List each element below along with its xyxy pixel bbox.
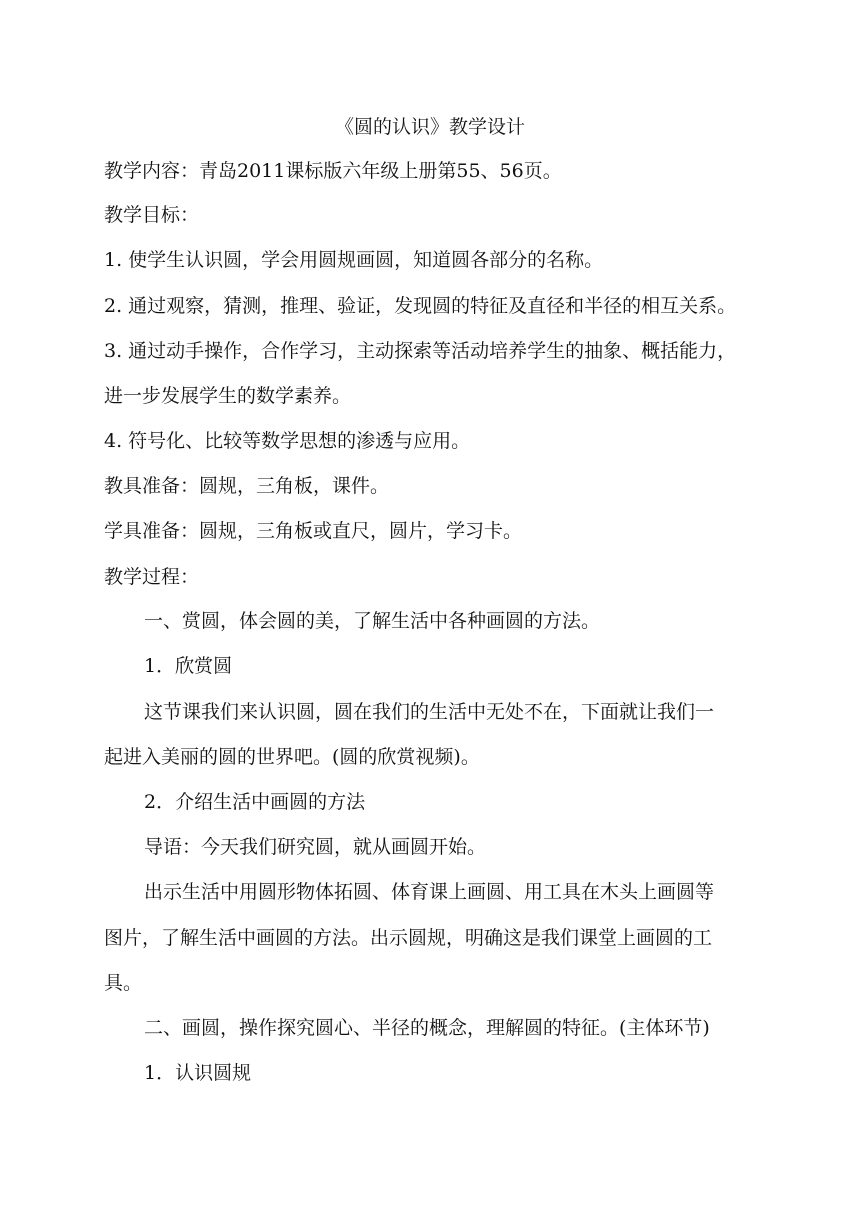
paragraph-show-pictures-line-2: 图片，了解生活中画圆的方法。出示圆规，明确这是我们课堂上画圆的工 bbox=[104, 927, 713, 949]
teaching-goals-heading: 教学目标： bbox=[104, 204, 200, 226]
section-one-heading: 一、赏圆，体会圆的美，了解生活中各种画圆的方法。 bbox=[144, 610, 601, 632]
subsection-drawing-methods: 2．介绍生活中画圆的方法 bbox=[144, 791, 366, 813]
lead-in-sentence: 导语：今天我们研究圆，就从画圆开始。 bbox=[144, 836, 487, 858]
document-title: 《圆的认识》教学设计 bbox=[334, 116, 525, 138]
goal-item-3-continued: 进一步发展学生的数学素养。 bbox=[104, 385, 352, 407]
paragraph-intro-line-2: 起进入美丽的圆的世界吧。(圆的欣赏视频)。 bbox=[104, 746, 480, 768]
paragraph-show-pictures-line-1: 出示生活中用圆形物体拓圆、体育课上画圆、用工具在木头上画圆等 bbox=[144, 881, 715, 903]
teacher-materials: 教具准备：圆规，三角板，课件。 bbox=[104, 475, 390, 497]
goal-item-4: 4. 符号化、比较等数学思想的渗透与应用。 bbox=[104, 430, 471, 452]
section-two-heading: 二、画圆，操作探究圆心、半径的概念，理解圆的特征。(主体环节) bbox=[144, 1017, 710, 1039]
goal-item-1: 1. 使学生认识圆，学会用圆规画圆，知道圆各部分的名称。 bbox=[104, 249, 604, 271]
goal-item-2: 2. 通过观察，猜测，推理、验证，发现圆的特征及直径和半径的相互关系。 bbox=[104, 295, 737, 317]
paragraph-intro-line-1: 这节课我们来认识圆，圆在我们的生活中无处不在，下面就让我们一 bbox=[144, 701, 715, 723]
subsection-know-compass: 1．认识圆规 bbox=[144, 1062, 252, 1084]
paragraph-show-pictures-line-3: 具。 bbox=[104, 972, 143, 994]
subsection-appreciate-circle: 1．欣赏圆 bbox=[144, 655, 233, 677]
teaching-process-heading: 教学过程： bbox=[104, 566, 200, 588]
student-materials: 学具准备：圆规，三角板或直尺，圆片，学习卡。 bbox=[104, 520, 523, 542]
goal-item-3: 3. 通过动手操作，合作学习，主动探索等活动培养学生的抽象、概括能力， bbox=[104, 340, 737, 362]
teaching-content: 教学内容：青岛2011课标版六年级上册第55、56页。 bbox=[104, 160, 562, 182]
